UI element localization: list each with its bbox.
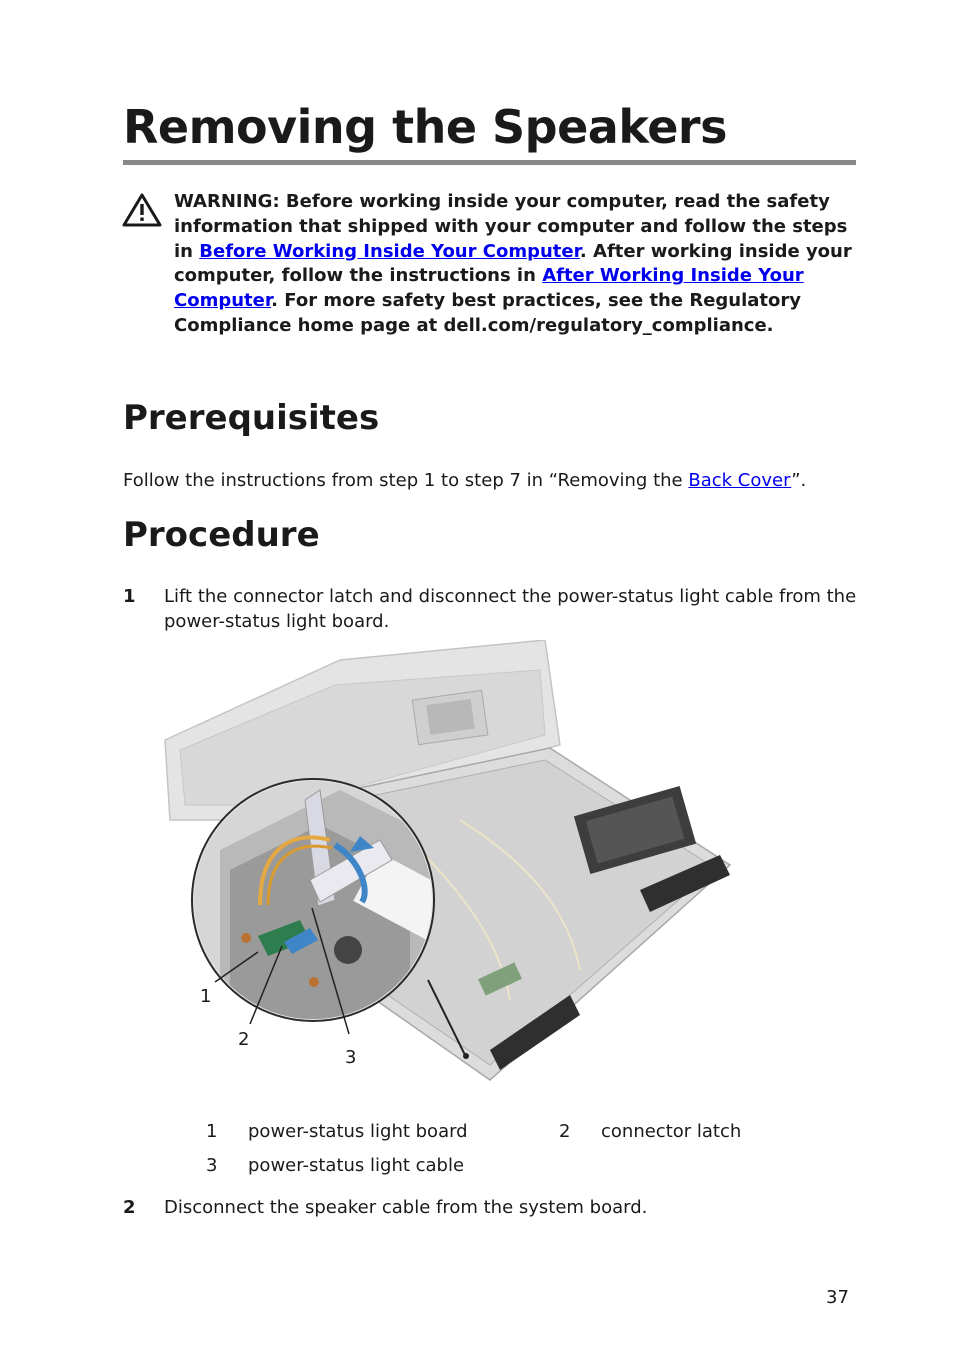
legend-number: 1: [206, 1121, 218, 1142]
page-title: Removing the Speakers: [123, 100, 727, 154]
after-working-link[interactable]: After Working Inside Your Computer: [174, 265, 804, 312]
step-number: 1: [123, 586, 136, 607]
step-text: Lift the connector latch and disconnect the power-status light cable from the power-status light board.: [164, 586, 857, 632]
callout-1: 1: [200, 986, 212, 1007]
legend-number: 3: [206, 1155, 218, 1176]
speaker-removal-illustration: [160, 640, 760, 1105]
warning-message: [174, 190, 854, 339]
page-number: 37: [826, 1287, 849, 1308]
step-number: 2: [123, 1197, 136, 1218]
procedure-heading: Procedure: [123, 515, 320, 555]
callout-2: 2: [238, 1029, 250, 1050]
back-cover-link[interactable]: Back Cover: [688, 470, 792, 491]
warning-text-part: WARNING: Before working inside your computer, read the safety information that shipped with your computer and follow the steps in: [174, 191, 848, 262]
before-working-link[interactable]: Before Working Inside Your Computer: [199, 240, 580, 262]
prerequisites-text: [123, 468, 806, 493]
warning-triangle-icon: [122, 193, 162, 227]
step-text: Disconnect the speaker cable from the system board.: [164, 1197, 648, 1218]
warning-text-part: . For more safety best practices, see the Regulatory Compliance home page at dell.com/regulatory_compliance.: [174, 290, 801, 336]
legend-label: power-status light board: [248, 1121, 468, 1142]
legend-number: 2: [559, 1121, 571, 1142]
callout-3: 3: [345, 1047, 357, 1068]
prerequisites-text-part: Follow the instructions from step 1 to step 7 in “Removing the: [123, 470, 689, 491]
prerequisites-text-part: ”.: [791, 470, 807, 491]
legend-label: power-status light cable: [248, 1155, 465, 1176]
legend-label: connector latch: [601, 1121, 742, 1142]
warning-text-part: . After working inside your computer, follow the instructions in: [174, 240, 852, 287]
prerequisites-heading: Prerequisites: [123, 398, 380, 438]
title-underline: [123, 160, 856, 165]
